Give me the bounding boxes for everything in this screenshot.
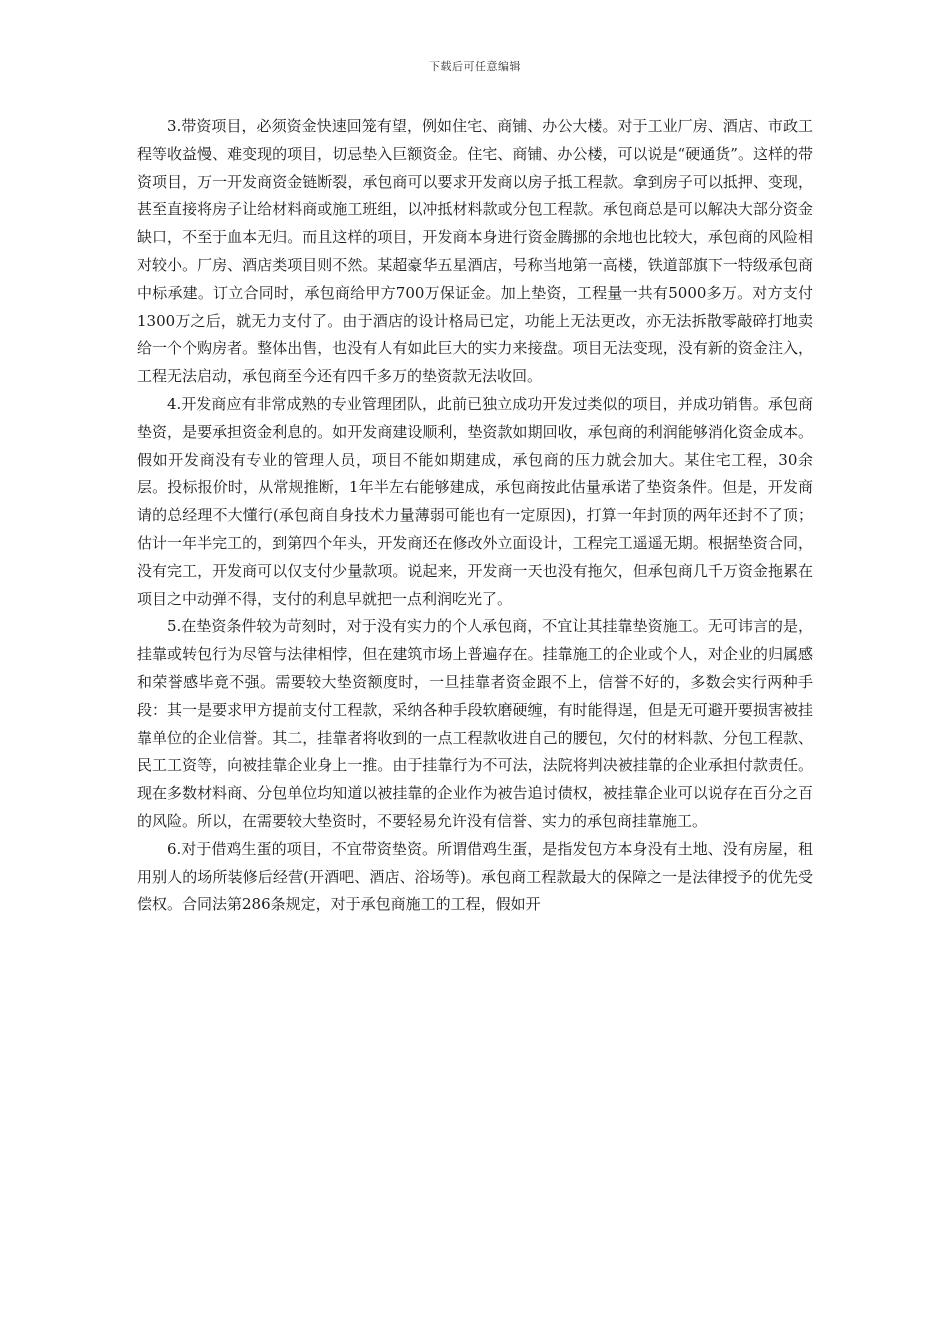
document-body xyxy=(137,113,813,919)
paragraph-4: 4.开发商应有非常成熟的专业管理团队，此前已独立成功开发过类似的项目，并成功销售。承包商垫资，是要承担资金利息的。如开发商建设顺利，垫资款如期回收，承包商的利润能够消化资金成本。假如开发商没有专业的管理人员，项目不能如期建成，承包商的压力就会加大。某住宅工程，30余层。投标报价时，从常规推断，1年半左右能够建成，承包商按此估量承诺了垫资条件。但是，开发商请的总经理不大懂行(承包商自身技术力量薄弱可能也有一定原因)，打算一年封顶的两年还封不了顶；估计一年半完工的，到第四个年头，开发商还在修改外立面设计，工程完工遥遥无期。根据垫资合同，没有完工，开发商可以仅支付少量款项。说起来，开发商一天也没有拖欠，但承包商几千万资金拖累在项目之中动弹不得，支付的利息早就把一点利润吃光了。 xyxy=(137,394,813,608)
paragraph-5: 5.在垫资条件较为苛刻时，对于没有实力的个人承包商，不宜让其挂靠垫资施工。无可讳言的是，挂靠或转包行为尽管与法律相悖，但在建筑市场上普遍存在。挂靠施工的企业或个人，对企业的归属感和荣誉感毕竟不强。需要较大垫资额度时，一旦挂靠者资金跟不上，信誉不好的，多数会实行两种手段：其一是要求甲方提前支付工程款，采纳各种手段软磨硬缠，有时能得逞，但是无可避开要损害被挂靠单位的企业信誉。其二，挂靠者将收到的一点工程款收进自己的腰包，欠付的材料款、分包工程款、民工工资等，向被挂靠企业身上一推。由于挂靠行为不可法，法院将判决被挂靠的企业承担付款责任。现在多数材料商、分包单位均知道以被挂靠的企业作为被告追讨债权，被挂靠企业可以说存在百分之百的风险。所以，在需要较大垫资时，不要轻易允许没有信誉、实力的承包商挂靠施工。 xyxy=(137,617,813,830)
paragraph-3: 3.带资项目，必须资金快速回笼有望，例如住宅、商铺、办公大楼。对于工业厂房、酒店、市政工程等收益慢、难变现的项目，切忌垫入巨额资金。住宅、商铺、办公楼，可以说是“硬通货”。这样的带资项目，万一开发商资金链断裂，承包商可以要求开发商以房子抵工程款。拿到房子可以抵押、变现，甚至直接将房子让给材料商或施工班组，以冲抵材料款或分包工程款。承包商总是可以解决大部分资金缺口，不至于血本无归。而且这样的项目，开发商本身进行资金腾挪的余地也比较大，承包商的风险相对较小。厂房、酒店类项目则不然。某超豪华五星酒店，号称当地第一高楼，铁道部旗下一特级承包商中标承建。订立合同时，承包商给甲方700万保证金。加上垫资，工程量一共有5000多万。对方支付1300万之后，就无力支付了。由于酒店的设计格局已定，功能上无法更改，亦无法拆散零敲碎打地卖给一个个购房者。整体出售，也没有人有如此巨大的实力来接盘。项目无法变现，没有新的资金注入，工程无法启动，承包商至今还有四千多万的垫资款无法收回。 xyxy=(137,117,813,386)
paragraph-6: 6.对于借鸡生蛋的项目，不宜带资垫资。所谓借鸡生蛋，是指发包方本身没有土地、没有房屋，租用别人的场所装修后经营(开酒吧、酒店、浴场等)。承包商工程款最大的保障之一是法律授予的优先受偿权。合同法第286条规定，对于承包商施工的工程，假如开 xyxy=(137,839,813,914)
page-header-note: 下载后可任意编辑 xyxy=(429,60,521,73)
